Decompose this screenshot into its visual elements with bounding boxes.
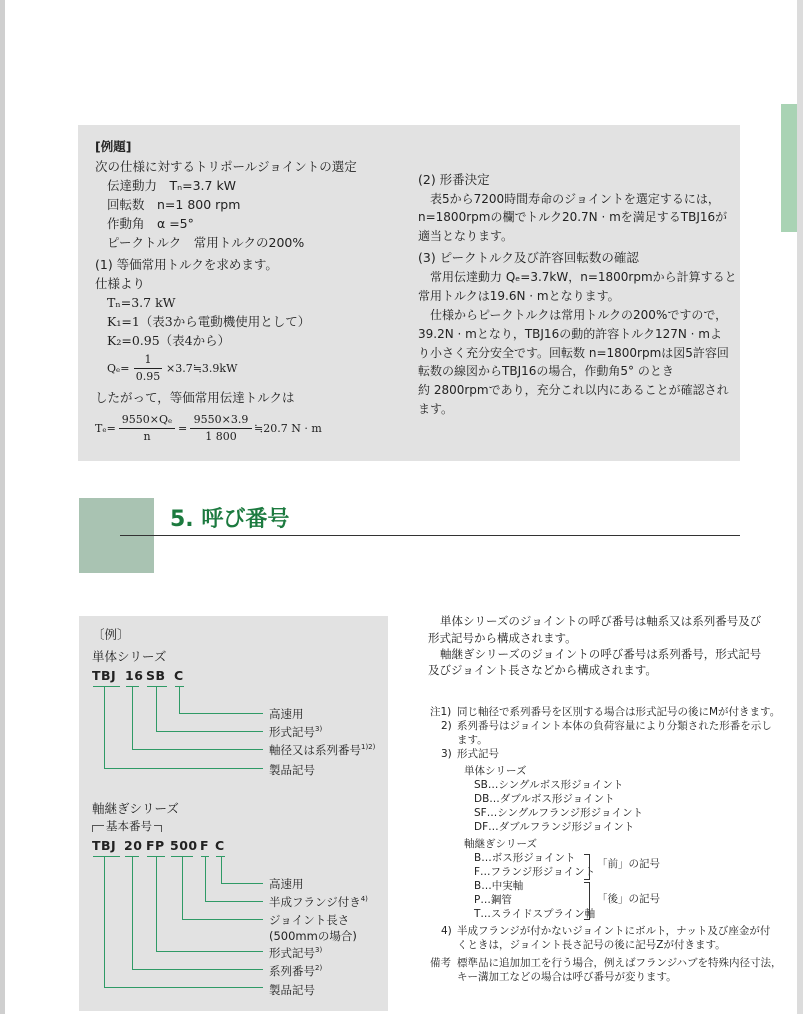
note-coupled-series: 軸継ぎシリーズ bbox=[464, 838, 537, 850]
leader-h-product bbox=[104, 768, 263, 769]
step2-line-2: n=1800rpmの欄でトルク20.7N · mを満足するTBJ16が bbox=[418, 210, 728, 224]
from-spec: 仕様より bbox=[95, 276, 146, 291]
coupled-label-type: 形式記号$^{3)}$ bbox=[269, 946, 323, 960]
c-leader-v-flange bbox=[205, 856, 206, 902]
note-4-line-2: くときは，ジョイント長さ記号の後に記号Zが付きます。 bbox=[457, 939, 726, 951]
note-1: 同じ軸径で系列番号を区別する場合は形式記号の後にMが付きます。 bbox=[457, 706, 781, 718]
c-leader-v-length bbox=[182, 856, 183, 920]
eq-qe-lhs: Qₑ= bbox=[107, 362, 130, 375]
leader-h-type bbox=[156, 731, 263, 732]
eq-qe-num: 1 bbox=[144, 353, 152, 366]
coupled-code-product: TBJ bbox=[92, 838, 117, 853]
step3-line-4: 39.2N · mとなり，TBJ16の動的許容トルク127N · mよ bbox=[418, 327, 722, 341]
leader-v-type bbox=[156, 686, 157, 732]
eq-te-den1: n bbox=[119, 428, 175, 445]
coupled-underline-product bbox=[93, 856, 120, 857]
page-left-edge bbox=[0, 0, 5, 1014]
spec-power: 伝達動力 Tₙ=3.7 kW bbox=[107, 178, 237, 193]
eq-qe-fraction bbox=[134, 352, 162, 385]
eq-te-num2: 9550×3.9 bbox=[193, 413, 249, 426]
c-leader-v-type bbox=[156, 856, 157, 952]
note-t-spline: T…スライドスプライン軸 bbox=[474, 908, 596, 920]
remark-prefix: 備考 bbox=[430, 957, 451, 969]
note-3: 形式記号 bbox=[457, 748, 499, 760]
eq-te-rhs: ≒20.7 N · m bbox=[254, 422, 322, 435]
step3-line-7: 約 2800rpmであり，充分これ以内にあることが確認され bbox=[418, 383, 729, 397]
example-heading: [例題] bbox=[95, 139, 132, 154]
single-label-highspeed: 高速用 bbox=[269, 707, 304, 721]
note-sb: SB…シングルボス形ジョイント bbox=[474, 779, 624, 791]
eq-te-lhs: Tₑ= bbox=[95, 422, 116, 435]
example-intro: 次の仕様に対するトリポールジョイントの選定 bbox=[95, 159, 357, 174]
note-single-series: 単体シリーズ bbox=[464, 765, 527, 777]
c-leader-h-series bbox=[132, 969, 263, 970]
desc-p1-line-2: 形式記号から構成されます。 bbox=[428, 631, 577, 645]
rear-brace bbox=[584, 882, 590, 920]
eq-k1: K₁=1（表3から電動機使用として） bbox=[107, 314, 311, 329]
eq-te-fraction-1 bbox=[119, 412, 175, 445]
coupled-code-length: 500 bbox=[170, 838, 198, 853]
note-1-prefix: 注1) bbox=[430, 706, 452, 718]
note-4-prefix: 4) bbox=[441, 925, 452, 937]
eq-te-den2: 1 800 bbox=[190, 428, 252, 445]
single-code-highspeed: C bbox=[174, 668, 184, 683]
eq-qe-den: 0.95 bbox=[135, 370, 161, 383]
note-df: DF…ダブルフランジ形ジョイント bbox=[474, 821, 635, 833]
step1-title: (1) 等価常用トルクを求めます。 bbox=[95, 257, 278, 272]
step3-line-1: 常用伝達動力 Qₑ=3.7kW，n=1800rpmから計算すると bbox=[430, 270, 737, 284]
note-2-line-2: ます。 bbox=[457, 734, 488, 746]
therefore-text: したがって，等価常用伝達トルクは bbox=[95, 390, 295, 405]
single-label-product: 製品記号 bbox=[269, 763, 315, 777]
leader-v-highspeed bbox=[179, 686, 180, 714]
c-leader-h-product bbox=[104, 987, 263, 988]
step2-line-3: 適当となります。 bbox=[418, 229, 514, 243]
note-db: DB…ダブルボス形ジョイント bbox=[474, 793, 615, 805]
single-code-type: SB bbox=[146, 668, 166, 683]
step3-line-5: り小さく充分安全です。回転数 n=1800rpmは図5許容回 bbox=[418, 346, 729, 360]
front-brace bbox=[584, 854, 590, 880]
note-2-line-1: 系列番号はジョイント本体の負荷容量により分類された形番を示し bbox=[457, 720, 772, 732]
step3-title: (3) ピークトルク及び許容回転数の確認 bbox=[418, 250, 639, 265]
step3-line-8: ます。 bbox=[418, 402, 454, 416]
note-f-flange: F…フランジ形ジョイント bbox=[474, 866, 596, 878]
coupled-code-flange: F bbox=[200, 838, 210, 853]
eq-te-eq: = bbox=[178, 422, 188, 435]
step2-title: (2) 形番決定 bbox=[418, 172, 490, 187]
coupled-label-flange: 半成フランジ付き$^{4)}$ bbox=[269, 895, 368, 909]
leader-v-size bbox=[132, 686, 133, 750]
coupled-label-length-example: (500mmの場合) bbox=[269, 929, 357, 943]
chapter-index-tab[interactable] bbox=[781, 104, 797, 232]
single-underline-product bbox=[93, 686, 120, 687]
single-series-title: 単体シリーズ bbox=[92, 649, 167, 664]
note-2-prefix: 2) bbox=[441, 720, 452, 732]
step3-line-2: 常用トルクは19.6N · mとなります。 bbox=[418, 289, 620, 303]
single-code-size: 16 bbox=[125, 668, 144, 683]
note-b-boss: B…ボス形ジョイント bbox=[474, 852, 576, 864]
single-label-type: 形式記号$^{3)}$ bbox=[269, 725, 323, 739]
c-leader-h-highspeed bbox=[221, 883, 263, 884]
coupled-label-product: 製品記号 bbox=[269, 983, 315, 997]
coupled-label-highspeed: 高速用 bbox=[269, 877, 304, 891]
c-leader-v-highspeed bbox=[221, 856, 222, 884]
c-leader-h-flange bbox=[205, 901, 263, 902]
spec-speed: 回転数 n=1 800 rpm bbox=[107, 197, 241, 212]
desc-p1-line-1: 単体シリーズのジョイントの呼び番号は軸系又は系列番号及び bbox=[440, 614, 762, 628]
note-sf: SF…シングルフランジ形ジョイント bbox=[474, 807, 643, 819]
leader-v-product bbox=[104, 686, 105, 769]
single-underline-type bbox=[147, 686, 167, 687]
section-rule bbox=[120, 535, 740, 536]
base-number-label: 基本番号 bbox=[106, 819, 152, 833]
coupled-code-series: 20 bbox=[124, 838, 143, 853]
desc-p2-line-1: 軸継ぎシリーズのジョイントの呼び番号は系列番号，形式記号 bbox=[440, 647, 762, 661]
remark-line-1: 標準品に追加加工を行う場合，例えばフランジハブを特殊内径寸法， bbox=[457, 957, 782, 969]
step2-line-1: 表5から7200時間寿命のジョイントを選定するには， bbox=[430, 192, 720, 206]
note-b-solid: B…中実軸 bbox=[474, 880, 524, 892]
coupled-code-highspeed: C bbox=[215, 838, 225, 853]
leader-h-size bbox=[132, 749, 263, 750]
spec-angle: 作動角 α =5° bbox=[107, 216, 194, 231]
section-title: 5. 呼び番号 bbox=[170, 507, 290, 532]
eq-te-fraction-2 bbox=[190, 412, 252, 445]
coupled-label-series: 系列番号$^{2)}$ bbox=[269, 964, 323, 978]
note-3-prefix: 3) bbox=[441, 748, 452, 760]
c-leader-h-type bbox=[156, 951, 263, 952]
step3-line-6: 転数の線図からTBJ16の場合，作動角5° のとき bbox=[418, 364, 674, 378]
coupled-code-type: FP bbox=[146, 838, 165, 853]
note-rear-label: 「後」の記号 bbox=[597, 893, 660, 905]
naming-heading: 〔例〕 bbox=[92, 627, 130, 642]
scrollbar-track[interactable] bbox=[797, 0, 803, 1014]
eq-tn: Tₙ=3.7 kW bbox=[107, 295, 176, 310]
note-front-label: 「前」の記号 bbox=[597, 858, 660, 870]
coupled-series-title: 軸継ぎシリーズ bbox=[92, 801, 179, 816]
desc-p2-line-2: 及びジョイント長さなどから構成されます。 bbox=[428, 663, 657, 677]
step3-line-3: 仕様からピークトルクは常用トルクの200%ですので， bbox=[430, 308, 728, 322]
single-label-size: 軸径又は系列番号$^{1)2)}$ bbox=[269, 743, 376, 757]
leader-h-highspeed bbox=[179, 713, 263, 714]
c-leader-v-series bbox=[132, 856, 133, 970]
c-leader-v-product bbox=[104, 856, 105, 988]
note-p-pipe: P…鋼管 bbox=[474, 894, 512, 906]
eq-qe-rhs: ×3.7≒3.9kW bbox=[166, 362, 238, 375]
remark-line-2: キー溝加工などの場合は呼び番号が変ります。 bbox=[457, 971, 677, 983]
note-4-line-1: 半成フランジが付かないジョイントにボルト，ナット及び座金が付 bbox=[457, 925, 771, 937]
c-leader-h-length bbox=[182, 919, 263, 920]
eq-te-num1: 9550×Qₑ bbox=[121, 413, 173, 426]
coupled-label-length: ジョイント長さ bbox=[269, 913, 350, 927]
spec-peak: ピークトルク 常用トルクの200% bbox=[107, 235, 305, 250]
eq-k2: K₂=0.95（表4から） bbox=[107, 333, 231, 348]
single-code-product: TBJ bbox=[92, 668, 117, 683]
